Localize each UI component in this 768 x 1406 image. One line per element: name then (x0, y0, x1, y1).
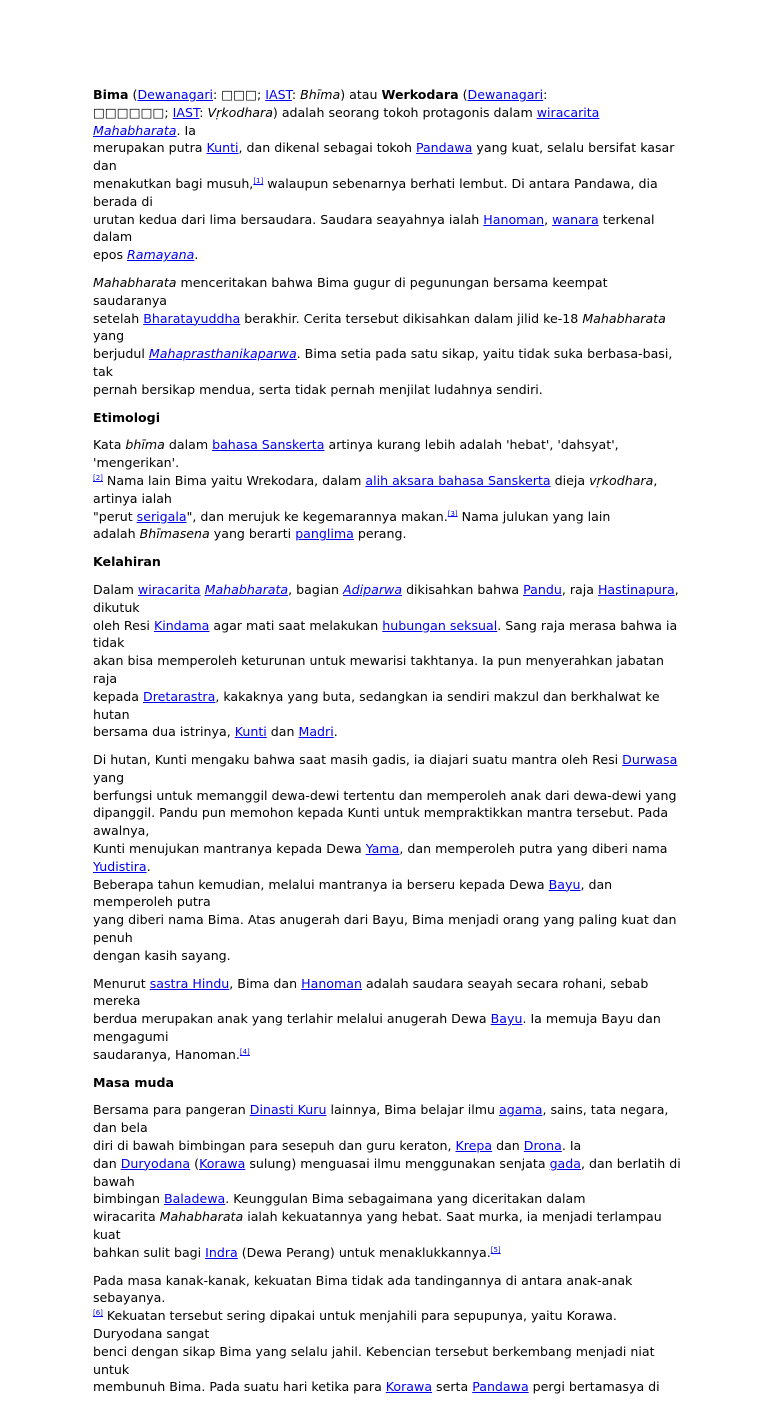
link-kunti[interactable]: Kunti (206, 140, 239, 156)
section-heading-masa-muda (93, 1074, 681, 1092)
link-sastra-hindu[interactable]: sastra Hindu (149, 975, 230, 991)
text-run: Kekuatan tersebut sering dipakai untuk menjahili para sepupunya, yaitu Korawa. Duryodana sangat (93, 1308, 617, 1341)
text-run: agar mati saat melakukan (209, 617, 383, 633)
link-serigala[interactable]: serigala (136, 508, 187, 524)
text-run: ( (128, 87, 138, 102)
text-run: lainnya, Bima belajar ilmu (326, 1102, 500, 1118)
text-run: dan (492, 1138, 524, 1154)
text-run: . (333, 724, 338, 740)
link-indra[interactable]: Indra (205, 1244, 238, 1260)
link-korawa[interactable]: Korawa (199, 1155, 246, 1171)
text-run: dengan kasih sayang. (93, 947, 231, 963)
link-gada[interactable]: gada (549, 1155, 581, 1171)
text-run: yang (93, 328, 125, 344)
text-run: menceritakan bahwa Bima gugur di pegunungan bersama keempat saudaranya (93, 274, 608, 308)
italic-term: bhīma (125, 437, 165, 453)
text-run: setelah (93, 310, 144, 326)
text-run: □□□□□□; (93, 104, 173, 120)
text-run: , bagian (288, 581, 344, 597)
text-run: : □□□; (213, 87, 266, 102)
citation (491, 1246, 501, 1254)
text-run: Nama lain Bima yaitu Wrekodara, dalam (102, 472, 366, 488)
link-ramayana[interactable]: Ramayana (127, 247, 195, 263)
link-wiracarita[interactable]: wiracarita (137, 581, 201, 597)
citation-link[interactable]: [2] (93, 473, 103, 482)
text-run: (Dewa Perang) untuk menaklukkannya. (237, 1244, 491, 1260)
link-bharatayuddha[interactable]: Bharatayuddha (143, 310, 241, 326)
text-run: . (194, 247, 199, 263)
text-run: . Ia memuja Bayu dan mengagumi (93, 1011, 661, 1045)
text-run: : (291, 87, 301, 102)
citation-link[interactable]: [1] (253, 176, 264, 185)
italic-term: Bhīmasena (139, 526, 210, 542)
citation (240, 1048, 250, 1056)
italic-term: Mahabharata (93, 274, 177, 290)
text-run: Beberapa tahun kemudian, melalui mantranya ia berseru kepada Dewa (93, 876, 549, 892)
link-kindama[interactable]: Kindama (153, 617, 210, 633)
link-panglima[interactable]: panglima (295, 526, 354, 542)
text-run: , artinya ialah (93, 472, 658, 506)
link-hanoman[interactable]: Hanoman (483, 211, 545, 227)
text-run: Di hutan, Kunti mengaku bahwa saat masih gadis, ia diajari suatu mantra oleh Resi (93, 752, 623, 768)
text-run: bimbingan (93, 1191, 164, 1207)
text-run: ( (458, 87, 468, 102)
text-run: , dan memperoleh putra yang diberi nama (399, 841, 668, 857)
text-run: dalam (164, 437, 213, 453)
text-run: ( (190, 1155, 200, 1171)
text-run: Dalam (93, 581, 138, 597)
text-run: Kelahiran (93, 554, 161, 570)
text-run: , dan memperoleh putra (93, 876, 613, 910)
text-run: Nama julukan yang lain (457, 508, 611, 524)
text-run: adalah saudara seayah secara rohani, sebab mereka (93, 975, 649, 1009)
text-run: , dan berlatih di bawah (93, 1155, 681, 1189)
link-durwasa[interactable]: Durwasa (622, 752, 678, 768)
text-run: , Bima dan (229, 975, 302, 991)
link-hastinapura[interactable]: Hastinapura (597, 581, 675, 597)
text-run: "perut (93, 508, 137, 524)
link-wanara[interactable]: wanara (552, 211, 599, 227)
text-run: ", dan merujuk ke kegemarannya makan. (186, 508, 448, 524)
text-run: . Bima setia pada satu sikap, yaitu tidak suka berbasa-basi, tak (93, 346, 673, 379)
italic-term: Mahabharata (582, 310, 666, 326)
text-run: Menurut (93, 975, 150, 991)
text-run: dieja (550, 472, 590, 488)
citation-link[interactable]: [4] (239, 1047, 250, 1056)
text-run: adalah (93, 526, 140, 542)
link-hanoman[interactable]: Hanoman (301, 975, 362, 991)
text-run: : (543, 87, 548, 102)
text-run: . Sang raja merasa bahwa ia tidak (93, 617, 678, 651)
link-agama[interactable]: agama (499, 1102, 543, 1118)
text-run: dan (93, 1155, 121, 1171)
italic-term: Bhīma (300, 87, 341, 102)
link-dinasti-kuru[interactable]: Dinasti Kuru (249, 1102, 327, 1118)
link-mahabharata[interactable]: Mahabharata (204, 581, 289, 597)
text-run: perang. (353, 526, 407, 542)
text-run: serta (432, 1379, 473, 1395)
text-run: Masa muda (93, 1074, 175, 1090)
italic-term: Mahabharata (159, 1209, 244, 1225)
text-run: . Ia (176, 122, 196, 138)
paragraph-masa-muda-2 (93, 1272, 681, 1397)
link-hubungan-seksual[interactable]: hubungan seksual (382, 617, 498, 633)
link-pandu[interactable]: Pandu (523, 581, 562, 597)
text-run: pernah bersikap mendua, serta tidak pernah menjilat ludahnya sendiri. (93, 381, 543, 397)
text-run: diri di bawah bimbingan para sesepuh dan guru keraton, (93, 1138, 456, 1154)
link-yudistira[interactable]: Yudistira (93, 858, 147, 874)
section-heading-kelahiran (93, 553, 681, 571)
text-run: . (146, 858, 151, 874)
text-run: ialah kekuatannya yang hebat. Saat murka, ia menjadi terlampau kuat (93, 1209, 662, 1243)
link-pandawa[interactable]: Pandawa (415, 140, 473, 156)
text-run: terkenal dalam (93, 211, 655, 245)
text-run: yang diberi nama Bima. Atas anugerah dari Bayu, Bima menjadi orang yang paling kuat dan penuh (93, 912, 677, 946)
link-madri[interactable]: Madri (298, 724, 334, 740)
link-kunti[interactable]: Kunti (234, 724, 267, 740)
text-run: , kakaknya yang buta, sedangkan ia sendiri makzul dan berkhalwat ke hutan (93, 688, 660, 722)
link-iast[interactable]: IAST (265, 87, 292, 102)
text-run: epos (93, 247, 128, 263)
text-run: Etimologi (93, 409, 161, 425)
bold-term: Bima (93, 87, 129, 102)
text-run: berjudul (93, 346, 149, 362)
link-bayu[interactable]: Bayu (548, 876, 581, 892)
link-bayu[interactable]: Bayu (490, 1011, 523, 1027)
link-bahasa-sanskerta[interactable]: bahasa Sanskerta (212, 437, 325, 453)
citation (93, 474, 103, 482)
citation-link[interactable]: [6] (93, 1309, 103, 1318)
citation (253, 177, 263, 185)
paragraph-masa-muda-1 (93, 1101, 681, 1261)
text-run: ) atau (340, 87, 382, 102)
text-run: Kunti menujukan mantranya kepada Dewa (93, 841, 366, 857)
text-run: artinya kurang lebih adalah 'hebat', 'dahsyat', 'mengerikan'. (93, 437, 619, 471)
text-run: ) adalah seorang tokoh protagonis dalam (272, 104, 537, 120)
text-run: sulung) menguasai ilmu menggunakan senjata (245, 1155, 550, 1171)
text-run: berfungsi untuk memanggil dewa-dewi tertentu dan memperoleh anak dari dewa-dewi yang (93, 787, 677, 803)
paragraph-kelahiran-1 (93, 581, 681, 741)
text-run: akan bisa memperoleh keturunan untuk mewarisi takhtanya. Ia pun menyerahkan jabatan raja (93, 653, 664, 686)
text-run: berakhir. Cerita tersebut dikisahkan dalam jilid ke-18 (240, 310, 583, 326)
text-run: berdua merupakan anak yang terlahir melalui anugerah Dewa (93, 1011, 491, 1027)
text-run: . Ia (561, 1138, 582, 1154)
citation (93, 1309, 103, 1317)
text-run: . Keunggulan Bima sebagaimana yang diceritakan dalam (225, 1191, 586, 1207)
link-adiparwa[interactable]: Adiparwa (343, 581, 403, 597)
link-dewanagari[interactable]: Dewanagari (467, 87, 544, 102)
citation-link[interactable]: [3] (447, 509, 458, 518)
citation (448, 509, 458, 517)
italic-term: vṛkodhara (589, 472, 654, 488)
text-run: walaupun sebenarnya berhati lembut. Di antara Pandawa, dia berada di (93, 175, 658, 209)
text-run: benci dengan sikap Bima yang selalu jahil. Kebencian tersebut berkembang menjadi niat untuk (93, 1343, 655, 1377)
text-run: dan (266, 724, 299, 740)
link-drona[interactable]: Drona (523, 1138, 562, 1154)
section-heading-etimologi (93, 409, 681, 427)
text-run: , sains, tata negara, dan bela (93, 1102, 669, 1136)
link-alih-aksara-bahasa-sanskerta[interactable]: alih aksara bahasa Sanskerta (365, 472, 551, 488)
text-run: bahkan sulit bagi (93, 1244, 206, 1260)
text-run: wiracarita (93, 1209, 160, 1225)
link-dretarastra[interactable]: Dretarastra (143, 688, 216, 704)
text-run: oleh Resi (93, 617, 154, 633)
text-run: Kata (93, 437, 126, 453)
link-yama[interactable]: Yama (365, 841, 400, 857)
text-run: dikisahkan bahwa (402, 581, 524, 597)
text-run: saudaranya, Hanoman. (93, 1046, 240, 1062)
text-run: : (199, 104, 208, 120)
link-krepa[interactable]: Krepa (455, 1138, 493, 1154)
paragraph-intro-2 (93, 274, 681, 399)
text-run: , dikutuk (93, 581, 679, 615)
link-baladewa[interactable]: Baladewa (163, 1191, 226, 1207)
bold-term: Werkodara (381, 87, 459, 102)
paragraph-kelahiran-3 (93, 975, 681, 1064)
link-dewanagari[interactable]: Dewanagari (137, 87, 214, 102)
text-run: yang berarti (209, 526, 296, 542)
link-iast[interactable]: IAST (172, 104, 200, 120)
text-run: dipanggil. Pandu pun memohon kepada Kunti untuk mempraktikkan mantra tersebut. Pada awalnya, (93, 805, 669, 839)
text-run: bersama dua istrinya, (93, 724, 235, 740)
text-run: urutan kedua dari lima bersaudara. Saudara seayahnya ialah (93, 211, 484, 227)
article-body (93, 86, 681, 1406)
text-run: , dan dikenal sebagai tokoh (238, 140, 416, 156)
text-run: kepada (93, 688, 144, 704)
text-run: Bersama para pangeran (93, 1102, 250, 1118)
text-run: yang (93, 769, 125, 785)
citation-link[interactable]: [5] (490, 1245, 501, 1254)
text-run: menakutkan bagi musuh, (93, 175, 254, 191)
paragraph-kelahiran-2 (93, 751, 681, 965)
text-run: membunuh Bima. Pada suatu hari ketika para (93, 1379, 386, 1395)
link-duryodana[interactable]: Duryodana (120, 1155, 191, 1171)
link-korawa[interactable]: Korawa (385, 1379, 433, 1395)
text-run: , (544, 211, 553, 227)
italic-term: Vṛkodhara (207, 104, 273, 120)
paragraph-intro-1 (93, 86, 681, 264)
text-run: Pada masa kanak-kanak, kekuatan Bima tidak ada tandingannya di antara anak-anak sebayanya. (93, 1272, 633, 1306)
link-mahabharata[interactable]: Mahabharata (93, 122, 177, 138)
link-pandawa[interactable]: Pandawa (472, 1379, 529, 1395)
link-wiracarita[interactable]: wiracarita (536, 104, 600, 120)
text-run: , raja (561, 581, 598, 597)
paragraph-etimologi-1 (93, 436, 681, 543)
text-run: pergi bertamasya di (528, 1379, 660, 1395)
text-run: merupakan putra (93, 140, 207, 156)
link-mahaprasthanikaparwa[interactable]: Mahaprasthanikaparwa (148, 346, 297, 362)
text-run: yang kuat, selalu bersifat kasar dan (93, 140, 675, 174)
